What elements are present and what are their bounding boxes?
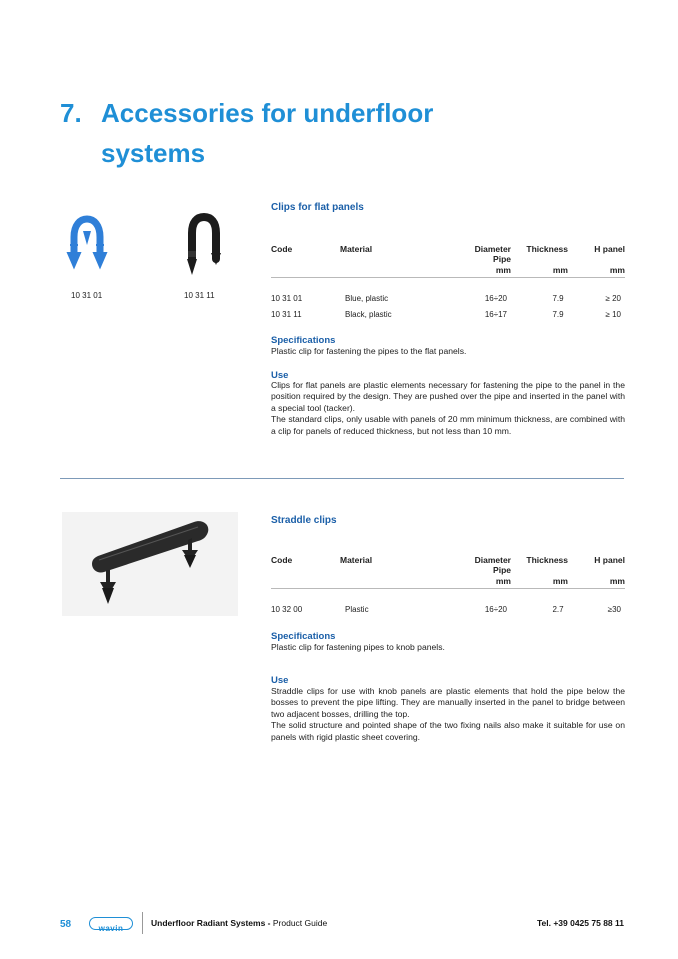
cell-diameter: 16÷20	[484, 294, 507, 303]
cell-code: 10 32 00	[271, 605, 303, 614]
cell-hpanel: ≥ 10	[605, 310, 621, 319]
use-text-2-p1: Straddle clips for use with knob panels are plastic elements that hold the pipe below the bosses to prevent the pipe lifting. They are manually inserted in the panel to bridge between two adjacent bosses, drilling the top.	[271, 686, 625, 719]
use-text-2	[271, 686, 625, 743]
use-text-2-p2: The solid structure and pointed shape of the two fixing nails also make it suitable for use on panels with rigid plastic sheet covering.	[271, 720, 625, 742]
section-title-flat-clips: Clips for flat panels	[271, 202, 364, 213]
footer-guide-subtitle: Product Guide	[272, 918, 328, 928]
col-diameter: Diameter	[474, 555, 511, 565]
use-title-1: Use	[271, 370, 289, 381]
image-label-1: 10 31 01	[71, 291, 103, 300]
table2-divider	[271, 588, 625, 589]
spec-title-1: Specifications	[271, 335, 336, 346]
footer-phone: Tel. +39 0425 75 88 11	[536, 918, 624, 928]
heading-number: 7.	[60, 98, 82, 128]
cell-thickness: 7.9	[552, 294, 564, 303]
use-text-1-p1: Clips for flat panels are plastic elements necessary for fastening the pipe to the panel in the position required by the design. They are pushed over the pipe and inserted in the panel with a special tool (tacker).	[271, 380, 625, 413]
page-number: 58	[60, 919, 72, 930]
straddle-clip-image	[62, 512, 238, 616]
cell-thickness: 7.9	[552, 310, 564, 319]
cell-material: Black, plastic	[345, 310, 392, 319]
col-hpanel-unit: mm	[609, 576, 625, 586]
blue-clip-image	[62, 215, 112, 273]
spec-title-2: Specifications	[271, 631, 336, 642]
table1-divider	[271, 277, 625, 278]
col-thickness-unit: mm	[552, 576, 568, 586]
cell-hpanel: ≥ 20	[605, 294, 621, 303]
col-code: Code	[271, 244, 293, 254]
footer-separator	[142, 912, 143, 934]
col-diameter-unit: mm	[495, 576, 511, 586]
use-text-1-p2: The standard clips, only usable with panels of 20 mm minimum thickness, are combined with a clip for panels of reduced thickness, but not less than 10 mm.	[271, 414, 625, 436]
cell-hpanel: ≥30	[607, 605, 621, 614]
wavin-logo-text: wavin	[98, 924, 124, 933]
col-diameter-pipe: Pipe	[493, 254, 511, 264]
footer-guide-title	[151, 918, 327, 928]
col-material: Material	[340, 555, 373, 565]
page-title-line1: Accessories for underfloor	[101, 98, 434, 128]
col-thickness: Thickness	[526, 244, 568, 254]
straddle-clip-photo	[62, 512, 238, 616]
col-hpanel: H panel	[594, 244, 625, 254]
cell-code: 10 31 01	[271, 294, 303, 303]
image-label-2: 10 31 11	[184, 291, 215, 300]
cell-diameter: 16÷17	[484, 310, 507, 319]
col-thickness: Thickness	[526, 555, 568, 565]
section-divider	[60, 478, 624, 479]
col-diameter-unit: mm	[495, 265, 511, 275]
col-hpanel: H panel	[594, 555, 625, 565]
col-material: Material	[340, 244, 373, 254]
col-code: Code	[271, 555, 293, 565]
cell-thickness: 2.7	[552, 605, 564, 614]
col-diameter-pipe: Pipe	[493, 565, 511, 575]
section-title-straddle-clips: Straddle clips	[271, 515, 337, 526]
use-text-1	[271, 380, 625, 437]
col-thickness-unit: mm	[552, 265, 568, 275]
spec-text-2: Plastic clip for fastening pipes to knob panels.	[271, 642, 445, 652]
cell-diameter: 16÷20	[484, 605, 507, 614]
wavin-logo	[89, 917, 133, 933]
col-hpanel-unit: mm	[609, 265, 625, 275]
spec-text-1: Plastic clip for fastening the pipes to the flat panels.	[271, 346, 467, 356]
black-clip-image	[182, 213, 226, 279]
cell-code: 10 31 11	[271, 310, 302, 319]
footer-guide-title-bold: Underfloor Radiant Systems -	[151, 918, 273, 928]
use-title-2: Use	[271, 675, 289, 686]
col-diameter: Diameter	[474, 244, 511, 254]
cell-material: Plastic	[345, 605, 369, 614]
cell-material: Blue, plastic	[345, 294, 389, 303]
page-title-line2: systems	[101, 138, 206, 168]
